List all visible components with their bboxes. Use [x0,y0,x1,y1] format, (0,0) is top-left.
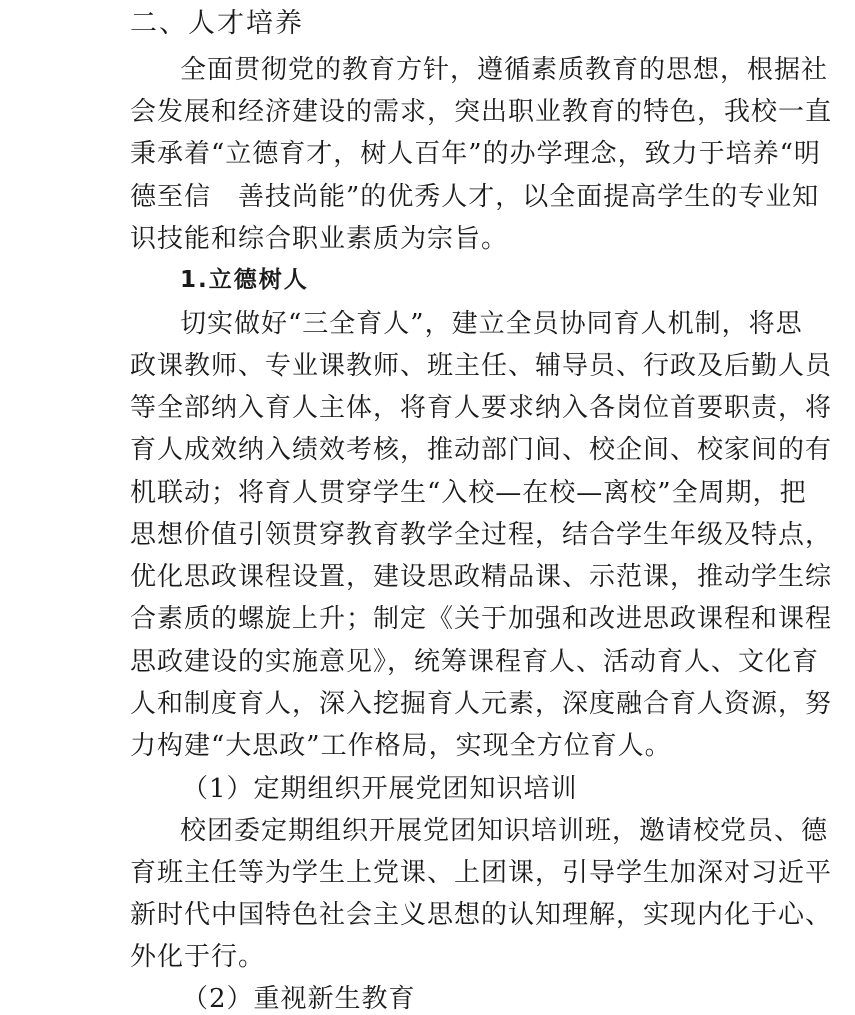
paragraph-line: 切实做好“三全育人”，建立全员协同育人机制，将思 [180,309,803,339]
paragraph-line: 思政建设的实施意见》，统筹课程育人、活动育人、文化育 [130,647,820,677]
section-heading: 二、人才培养 [130,8,304,39]
item-heading: （1）定期组织开展党团知识培训 [182,774,578,804]
paragraph-line: 全面贯彻党的教育方针，遵循素质教育的思想，根据社 [180,55,829,85]
paragraph-line: 机联动；将育人贯穿学生“入校—在校—离校”全周期，把 [130,478,807,508]
paragraph-line: 外化于行。 [130,942,266,972]
paragraph-line: 合素质的螺旋上升；制定《关于加强和改进思政课程和课程 [130,604,833,634]
paragraph-line: 新时代中国特色社会主义思想的认知理解，实现内化于心、 [130,900,833,930]
paragraph-line: 德至信 善技尚能”的优秀人才，以全面提高学生的专业知 [130,182,820,212]
item-heading: （2）重视新生教育 [182,984,416,1014]
paragraph-line: 育人成效纳入绩效考核，推动部门间、校企间、校家间的有 [130,435,833,465]
subheading: 1.立德树人 [180,267,309,293]
paragraph-line: 力构建“大思政”工作格局，实现全方位育人。 [130,731,672,761]
paragraph-line: 识技能和综合职业素质为宗旨。 [130,224,509,254]
paragraph-line: 校团委定期组织开展党团知识培训班，邀请校党员、德 [180,816,829,846]
paragraph-line: 等全部纳入育人主体，将育人要求纳入各岗位首要职责，将 [130,393,833,423]
paragraph-line: 育班主任等为学生上党课、上团课，引导学生加深对习近平 [130,858,833,888]
paragraph-line: 优化思政课程设置，建设思政精品课、示范课，推动学生综 [130,562,833,592]
paragraph-line: 会发展和经济建设的需求，突出职业教育的特色，我校一直 [130,97,833,127]
paragraph-line: 政课教师、专业课教师、班主任、辅导员、行政及后勤人员 [130,351,833,381]
paragraph-line: 秉承着“立德育才，树人百年”的办学理念，致力于培养“明 [130,139,821,169]
paragraph-line: 思想价值引领贯穿教育教学全过程，结合学生年级及特点， [130,520,833,550]
paragraph-line: 人和制度育人，深入挖掘育人元素，深度融合育人资源，努 [130,689,833,719]
